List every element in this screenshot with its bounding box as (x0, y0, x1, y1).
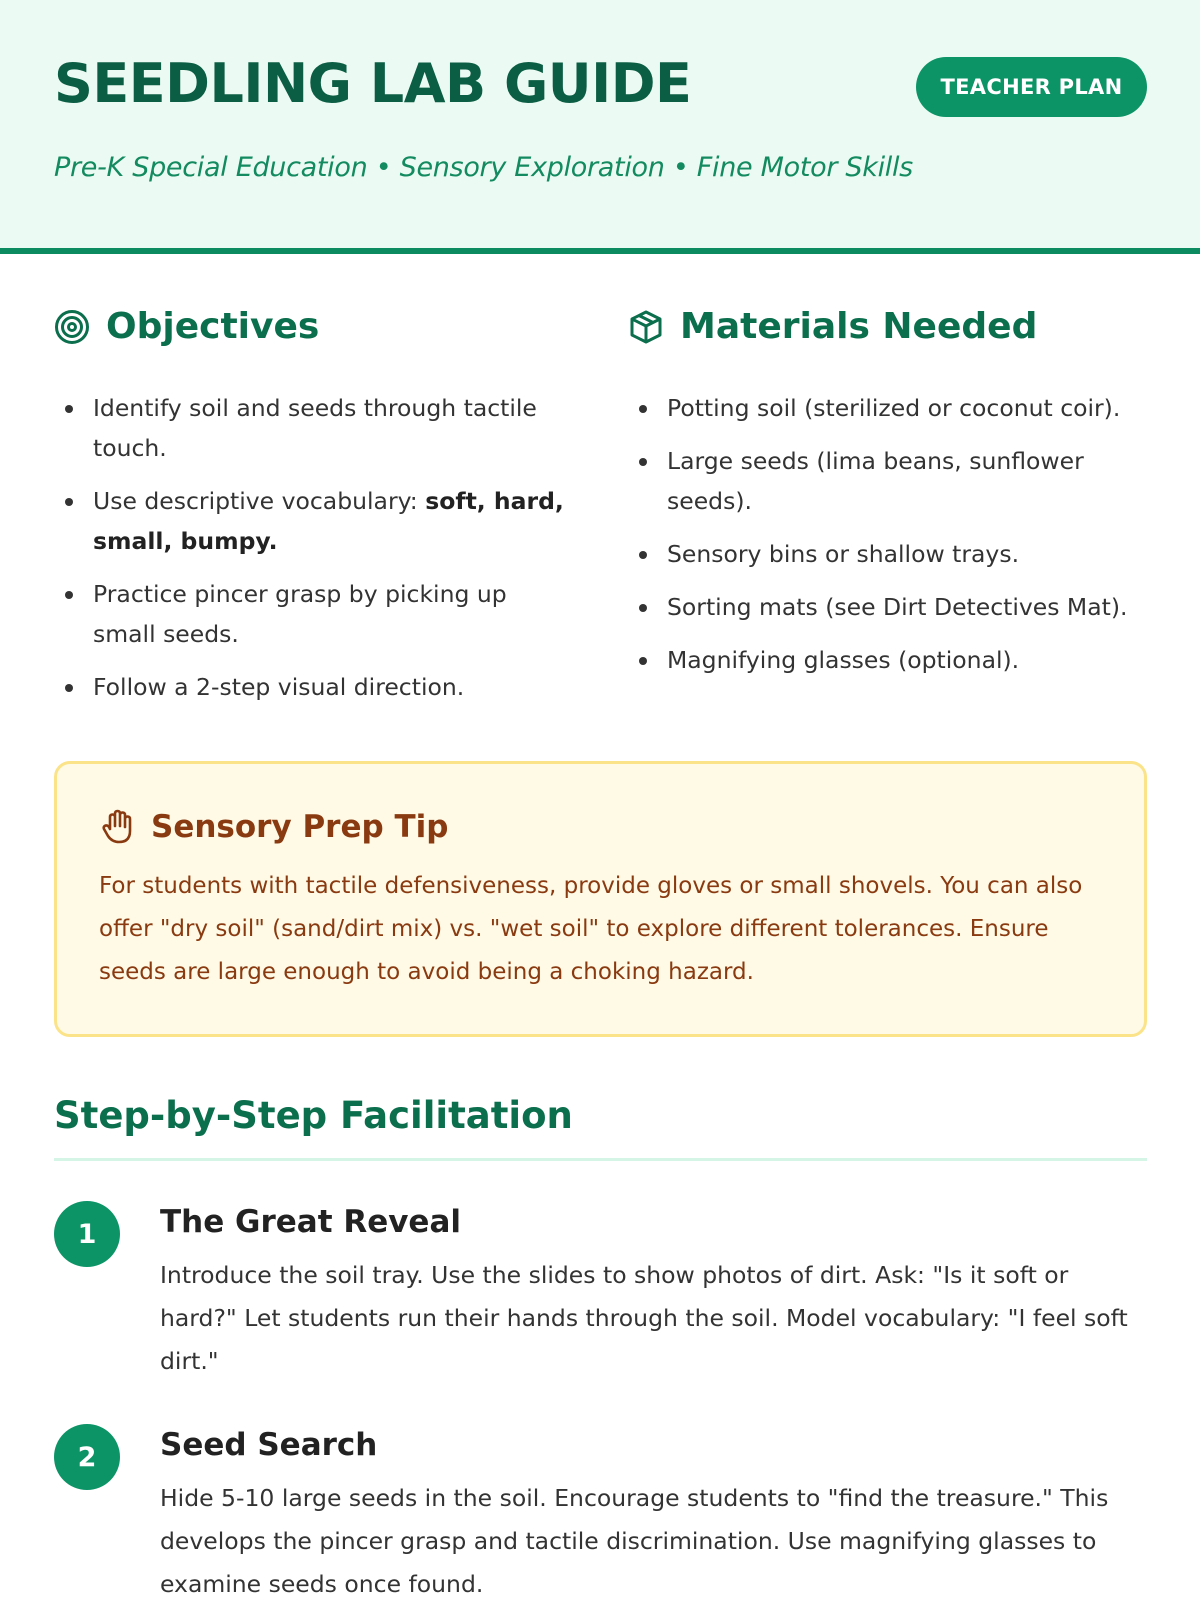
step-title: Seed Search (160, 1427, 378, 1463)
objectives-title: Objectives (106, 306, 320, 347)
list-item: Magnifying glasses (optional). (628, 640, 1148, 680)
list-item: Use descriptive vocabulary: soft, hard, small, bumpy. (54, 481, 574, 561)
materials-title: Materials Needed (680, 306, 1038, 347)
steps-heading: Step-by-Step Facilitation (54, 1094, 573, 1137)
target-icon (54, 309, 90, 345)
sensory-tip-box (54, 761, 1147, 1037)
list-item: Potting soil (sterilized or coconut coir). (628, 388, 1148, 428)
teacher-plan-badge: TEACHER PLAN (916, 57, 1147, 117)
page-title: SEEDLING LAB GUIDE (54, 52, 692, 115)
page-subtitle: Pre-K Special Education • Sensory Exploration • Fine Motor Skills (54, 152, 913, 183)
step-description: Introduce the soil tray. Use the slides to show photos of dirt. Ask: "Is it soft or hard?" Let students run their hands through the soil. Model vocabulary: "I feel soft dirt." (160, 1261, 1128, 1375)
tip-heading (99, 808, 448, 846)
list-item: Sensory bins or shallow trays. (628, 534, 1148, 574)
step-title: The Great Reveal (160, 1204, 461, 1240)
list-item: Follow a 2-step visual direction. (54, 667, 574, 707)
list-item: Sorting mats (see Dirt Detectives Mat). (628, 587, 1148, 627)
list-item: Large seeds (lima beans, sunflower seeds). (628, 441, 1148, 521)
tip-body: For students with tactile defensiveness, provide gloves or small shovels. You can also offer "dry soil" (sand/dirt mix) vs. "wet soil" to explore different tolerances. Ensure seeds are large enough to avoid being a choking hazard. (99, 873, 1083, 985)
vocabulary-words: soft, hard, small, bumpy. (93, 487, 564, 555)
list-item: Identify soil and seeds through tactile touch. (54, 388, 574, 468)
step-number-badge: 1 (54, 1201, 120, 1267)
objectives-heading (54, 306, 319, 347)
section-divider (54, 1158, 1147, 1161)
objectives-list (54, 388, 574, 720)
hand-icon (99, 808, 137, 846)
materials-heading (628, 306, 1037, 347)
tip-title: Sensory Prep Tip (151, 809, 449, 845)
step-description: Hide 5-10 large seeds in the soil. Encourage students to "find the treasure." This develops the pincer grasp and tactile discrimination. Use magnifying glasses to examine seeds once found. (160, 1484, 1109, 1598)
step-number-badge: 2 (54, 1424, 120, 1490)
materials-list (628, 388, 1148, 693)
list-item: Practice pincer grasp by picking up small seeds. (54, 574, 574, 654)
package-icon (628, 309, 664, 345)
header (0, 0, 1200, 254)
